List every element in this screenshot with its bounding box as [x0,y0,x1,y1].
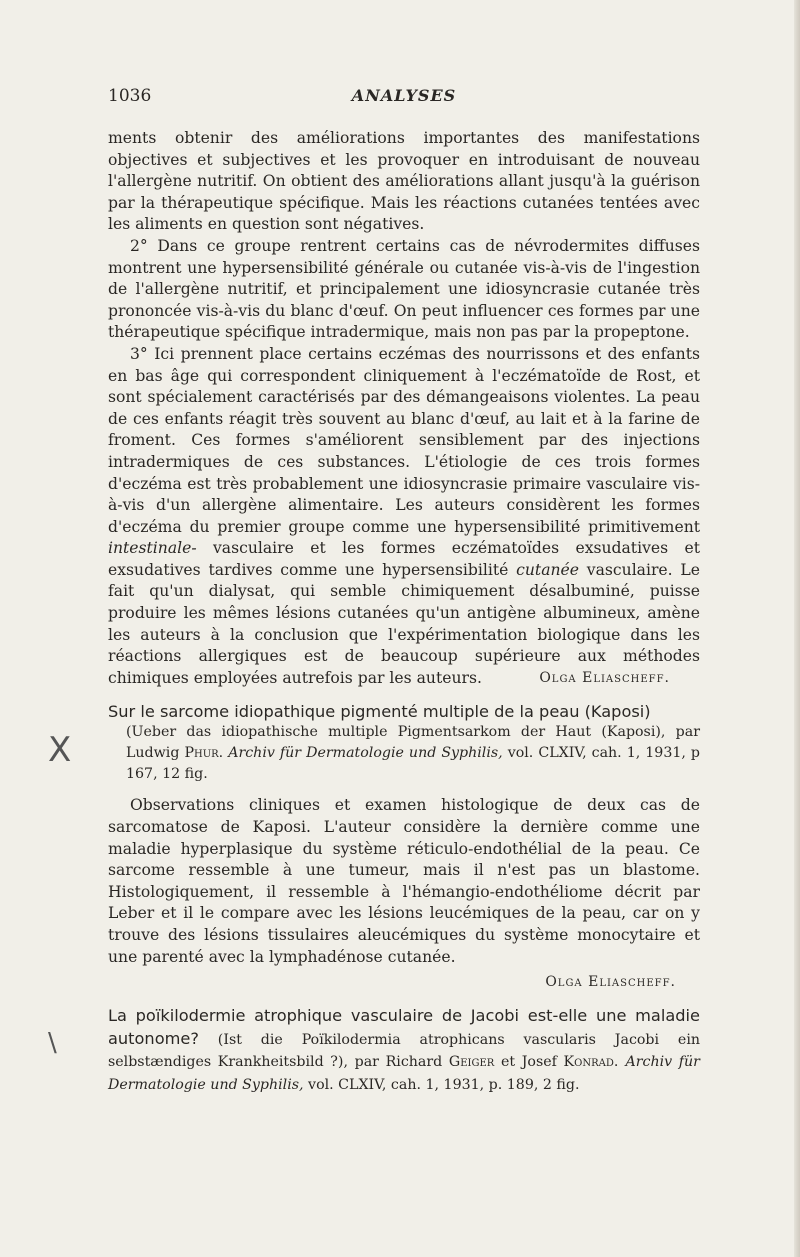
margin-cross-mark: X [48,730,72,770]
article-title: La poïkilodermie atrophique vasculaire de Jacobi est-elle une maladie autonome? [108,1006,700,1048]
paragraph-3-part-b: vasculaire et les formes eczématoïdes exsudatives et exsudatives tardives comme une hypersensibilité [108,539,700,579]
article-text [108,128,700,1097]
running-title: ANALYSES [351,86,457,105]
article-heading [108,1005,700,1096]
page-number: 1036 [108,86,152,106]
reference-details: vol. CLXIV, cah. 1, 1931, p. 189, 2 fig. [303,1076,580,1093]
article-abstract: Observations cliniques et examen histologique de deux cas de sarcomatose de Kaposi. L'auteur considère la dernière comme une maladie hyperplasique du système réticulo-endothélial de la peau. Ce sarcome ressemble à une tumeur, mais il n'est pas un blastome. Histologiquement, il ressemble à l'hémangio-endothéliome décrit par Leber et il le compare avec les lésions leucémiques de la peau, car on y trouve des lésions tissulaires aleucémiques du système monocytaire et une parenté avec la lymphadénose cutanée. [108,796,700,966]
reference-details: vol. CLXIV, cah. 1, 1931, p 167, 12 fig. [126,745,700,783]
article-poikilodermie [108,1005,700,1096]
reference-journal: Archiv für Dermatologie und Syphilis, [228,745,503,762]
article-reference [126,722,700,785]
margin-slash-mark: \ [48,1028,57,1058]
reference-author-2: Konrad. [563,1054,619,1071]
page-header [108,86,700,112]
paragraph-3-part-a: 3° Ici prennent place certains eczémas des nourrissons et des enfants en bas âge qui correspondent cliniquement à l'eczématoïde de Rost, et sont spécialement caractérisés par des démangeaisons violentes. La peau de ces enfants réagit très souvent au blanc d'œuf, au lait et à la farine de froment. Ces formes s'améliorent sensiblement par des injections intradermiques de ces substances. L'étiologie de ces trois formes d'eczéma est très probablement une idiosyncrasie primaire vasculaire vis-à-vis d'un allergène alimentaire. Les auteurs considèrent les formes d'eczéma du premier groupe comme une hypersensibilité primitivement [108,344,700,536]
reference-author-1: Geiger [448,1054,495,1071]
article-kaposi [108,701,700,993]
paragraph-3 [108,344,700,690]
page-edge [794,0,800,1257]
article-title: Sur le sarcome idiopathique pigmenté multiple de la peau (Kaposi) [108,702,651,722]
signature-2: Olga Eliascheff. [545,974,676,991]
reference-author: Phur. [184,745,224,762]
reference-connector: et Josef [494,1054,564,1071]
paragraph-3-part-c: vasculaire. Le fait qu'un dialysat, qui semble chimiquement désalbuminé, puisse produire les mêmes lésions cutanées qu'un antigène albumineux, amène les auteurs à la conclusion que l'expérimentation biologique dans les réactions allergiques est de beaucoup supérieure aux méthodes chimiques employées autrefois par les auteurs. [108,560,700,687]
reference-text: (Ueber das idiopathische multiple Pigmentsarkom der Haut (Kaposi), par Ludwig [126,724,700,762]
signature-1: Olga Eliascheff. [539,669,670,686]
paragraph-2: 2° Dans ce groupe rentrent certains cas de névrodermites diffuses montrent une hypersensibilité générale ou cutanée vis-à-vis de l'ingestion de l'allergène nutritif, et principalement une idiosyncrasie cutanée très prononcée vis-à-vis du blanc d'œuf. On peut influencer ces formes par une thérapeutique spécifique intradermique, mais non pas par la propeptone. [108,236,700,342]
reference-text: (Ist die Poïkilodermia atrophicans vascularis Jacobi ein selbstændiges Krankheitsbild ?), par Richard [108,1031,700,1071]
emphasis-intestinale: intestinale- [108,539,197,558]
paragraph-1: ments obtenir des améliorations importantes des manifestations objectives et subjectives et les provoquer en introduisant de nouveau l'allergène nutritif. On obtient des améliorations allant jusqu'à la guérison par la thérapeutique spécifique. Mais les réactions cutanées tentées avec les aliments en question sont négatives. [108,129,700,234]
reference-journal: Archiv für Dermatologie und Syphilis, [108,1054,700,1093]
emphasis-cutanee: cutanée [516,560,579,579]
